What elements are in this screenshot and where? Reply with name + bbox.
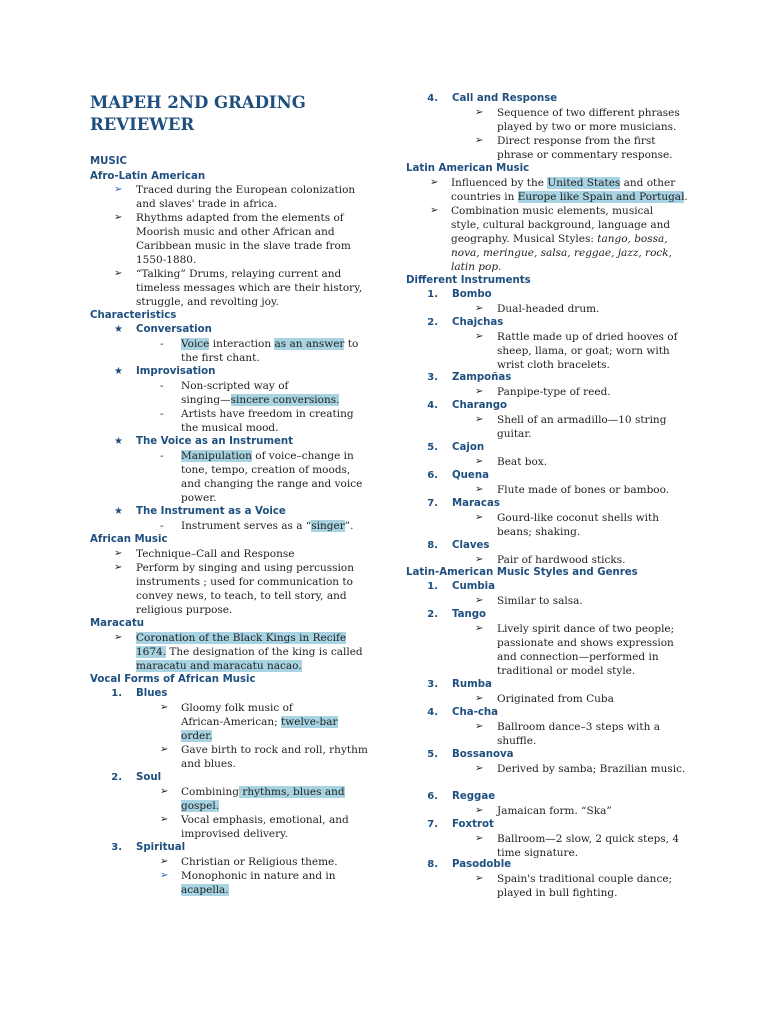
subheading-conversation: Conversation bbox=[136, 324, 212, 335]
page-title: MAPEH 2ND GRADING REVIEWER bbox=[90, 93, 306, 134]
bullet-text: beans; shaking. bbox=[497, 526, 581, 538]
bullet-text: Direct response from the first bbox=[497, 135, 656, 147]
arrow-bullet-icon: ➢ bbox=[475, 456, 484, 467]
bullet-text: Originated from Cuba bbox=[497, 693, 614, 705]
arrow-bullet-icon: ➢ bbox=[114, 212, 123, 223]
list-number: 1. bbox=[427, 289, 438, 300]
bullet-text: and slaves' trade in africa. bbox=[136, 198, 278, 210]
bullet-text: gospel. bbox=[181, 800, 220, 812]
arrow-bullet-icon: ➢ bbox=[475, 386, 484, 397]
arrow-bullet-icon: ➢ bbox=[475, 693, 484, 704]
heading-styles: Latin-American Music Styles and Genres bbox=[406, 567, 638, 578]
bullet-text: and blues. bbox=[181, 758, 236, 770]
list-item-label: Pasodoble bbox=[452, 859, 512, 870]
bullet-text: timeless messages which are their history, bbox=[136, 282, 363, 294]
list-item-label: Bombo bbox=[452, 289, 492, 300]
bullet-text: Beat box. bbox=[497, 456, 548, 468]
bullet-text: nova, meringue, salsa, reggae, jazz, rock, bbox=[451, 247, 672, 259]
bullet-text: Gloomy folk music of bbox=[181, 702, 293, 714]
bullet-text: Rhythms adapted from the elements of bbox=[136, 212, 344, 224]
bullet-text: Ballroom dance–3 steps with a bbox=[497, 721, 660, 733]
dash-bullet: - bbox=[160, 380, 164, 392]
bullet-text: Flute made of bones or bamboo. bbox=[497, 484, 670, 496]
arrow-bullet-icon: ➢ bbox=[160, 856, 169, 867]
bullet-text: Derived by samba; Brazilian music. bbox=[497, 763, 686, 775]
list-number: 7. bbox=[427, 498, 438, 509]
bullet-text: power. bbox=[181, 492, 217, 504]
bullet-text: Combination music elements, musical bbox=[451, 205, 654, 217]
bullet-text: acapella. bbox=[181, 884, 229, 896]
list-number: 3. bbox=[111, 842, 122, 853]
bullet-text: Manipulation of voice–change in bbox=[181, 450, 354, 462]
arrow-bullet-icon: ➢ bbox=[475, 554, 484, 565]
list-item-label: Cha-cha bbox=[452, 707, 498, 718]
bullet-text: religious purpose. bbox=[136, 604, 233, 616]
star-bullet-icon: ★ bbox=[114, 436, 123, 447]
list-item-label: Bossanova bbox=[452, 749, 514, 760]
arrow-bullet-icon: ➢ bbox=[475, 107, 484, 118]
list-number: 4. bbox=[427, 707, 438, 718]
list-number: 7. bbox=[427, 819, 438, 830]
bullet-text: 1550-1880. bbox=[136, 254, 197, 266]
arrow-bullet-icon: ➢ bbox=[475, 135, 484, 146]
bullet-text: latin pop. bbox=[451, 261, 502, 273]
bullet-text: Coronation of the Black Kings in Recife bbox=[136, 632, 347, 644]
bullet-text: Ballroom—2 slow, 2 quick steps, 4 bbox=[497, 833, 680, 845]
list-item-label: Quena bbox=[452, 470, 489, 481]
list-number: 2. bbox=[111, 772, 122, 783]
list-item-label: Zampoñas bbox=[452, 372, 512, 383]
bullet-text: Similar to salsa. bbox=[497, 595, 583, 607]
subheading-blues: Blues bbox=[136, 688, 168, 699]
bullet-text: improvised delivery. bbox=[181, 828, 289, 840]
arrow-bullet-icon: ➢ bbox=[430, 177, 439, 188]
list-number: 6. bbox=[427, 470, 438, 481]
arrow-bullet-icon: ➢ bbox=[160, 814, 169, 825]
bullet-text: Spain's traditional couple dance; bbox=[497, 873, 673, 885]
arrow-bullet-icon: ➢ bbox=[475, 833, 484, 844]
bullet-text: Gave birth to rock and roll, rhythm bbox=[181, 744, 368, 756]
bullet-text: phrase or commentary response. bbox=[497, 149, 673, 161]
list-number: 4. bbox=[427, 93, 438, 104]
arrow-bullet-icon: ➢ bbox=[475, 331, 484, 342]
subheading-instrument-voice: The Instrument as a Voice bbox=[136, 506, 286, 517]
bullet-text: maracatu and maracatu nacao. bbox=[136, 660, 302, 672]
subheading-soul: Soul bbox=[136, 772, 162, 783]
bullet-text: Pair of hardwood sticks. bbox=[497, 554, 626, 566]
bullet-text: geography. Musical Styles: tango, bossa, bbox=[451, 233, 668, 245]
bullet-text: Monophonic in nature and in bbox=[181, 870, 336, 882]
arrow-bullet-icon: ➢ bbox=[475, 805, 484, 816]
list-number: 5. bbox=[427, 442, 438, 453]
arrow-bullet-icon: ➢ bbox=[475, 595, 484, 606]
list-item-label: Cajon bbox=[452, 442, 485, 453]
bullet-text: Gourd-like coconut shells with bbox=[497, 512, 660, 524]
bullet-text: convey news, to teach, to tell story, and bbox=[136, 590, 347, 602]
bullet-text: singing—sincere conversions. bbox=[181, 394, 340, 406]
list-number: 8. bbox=[427, 859, 438, 870]
list-number: 1. bbox=[111, 688, 122, 699]
bullet-text: Christian or Religious theme. bbox=[181, 856, 338, 868]
list-item-label: Foxtrot bbox=[452, 819, 494, 830]
bullet-text: style, cultural background, language and bbox=[451, 219, 671, 231]
list-number: 3. bbox=[427, 679, 438, 690]
bullet-text: instruments ; used for communication to bbox=[136, 576, 353, 588]
bullet-text: struggle, and revolting joy. bbox=[136, 296, 279, 308]
arrow-bullet-icon: ➢ bbox=[475, 721, 484, 732]
bullet-text: Technique–Call and Response bbox=[136, 548, 295, 560]
list-item-label: Rumba bbox=[452, 679, 492, 690]
bullet-text: shuffle. bbox=[497, 735, 537, 747]
bullet-text: order. bbox=[181, 730, 213, 742]
bullet-text: 1674. The designation of the king is called bbox=[136, 646, 363, 658]
arrow-bullet-icon: ➢ bbox=[430, 205, 439, 216]
bullet-text: Voice interaction as an answer to bbox=[181, 338, 359, 350]
bullet-text: the first chant. bbox=[181, 352, 260, 364]
arrow-bullet-icon: ➢ bbox=[160, 786, 169, 797]
list-number: 2. bbox=[427, 609, 438, 620]
bullet-text: played in bull fighting. bbox=[497, 887, 618, 899]
bullet-text: sheep, llama, or goat; worn with bbox=[497, 345, 670, 357]
list-item-label: Cumbia bbox=[452, 581, 496, 592]
arrow-bullet-icon: ➢ bbox=[114, 548, 123, 559]
bullet-text: Dual-headed drum. bbox=[497, 303, 600, 315]
dash-bullet: - bbox=[160, 408, 164, 420]
bullet-text: guitar. bbox=[497, 428, 532, 440]
list-item-label: Chajchas bbox=[452, 317, 504, 328]
list-number: 3. bbox=[427, 372, 438, 383]
bullet-text: Sequence of two different phrases bbox=[497, 107, 680, 119]
section-music: MUSIC bbox=[90, 156, 128, 167]
bullet-text: Lively spirit dance of two people; bbox=[497, 623, 675, 635]
list-number: 2. bbox=[427, 317, 438, 328]
list-number: 5. bbox=[427, 749, 438, 760]
bullet-text: time signature. bbox=[497, 847, 579, 859]
bullet-text: Caribbean music in the slave trade from bbox=[136, 240, 351, 252]
star-bullet-icon: ★ bbox=[114, 324, 123, 335]
heading-african-music: African Music bbox=[90, 534, 168, 545]
bullet-text: played by two or more musicians. bbox=[497, 121, 677, 133]
bullet-text: Instrument serves as a “singer”. bbox=[181, 520, 354, 532]
bullet-text: Rattle made up of dried hooves of bbox=[497, 331, 678, 343]
list-number: 1. bbox=[427, 581, 438, 592]
arrow-bullet-icon: ➢ bbox=[475, 512, 484, 523]
arrow-bullet-icon: ➢ bbox=[114, 184, 123, 195]
arrow-bullet-icon: ➢ bbox=[114, 562, 123, 573]
heading-afro-latin: Afro-Latin American bbox=[90, 171, 206, 182]
bullet-text: Perform by singing and using percussion bbox=[136, 562, 354, 574]
bullet-text: Shell of an armadillo—10 string bbox=[497, 414, 667, 426]
bullet-text: wrist cloth bracelets. bbox=[497, 359, 610, 371]
heading-characteristics: Characteristics bbox=[90, 310, 177, 321]
subheading-spiritual: Spiritual bbox=[136, 842, 186, 853]
bullet-text: Artists have freedom in creating bbox=[181, 408, 354, 420]
dash-bullet: - bbox=[160, 450, 164, 462]
list-item-label: Reggae bbox=[452, 791, 496, 802]
bullet-text: tone, tempo, creation of moods, bbox=[181, 464, 351, 476]
heading-latin-music: Latin American Music bbox=[406, 163, 530, 174]
bullet-text: Moorish music and other African and bbox=[136, 226, 335, 238]
arrow-bullet-icon: ➢ bbox=[160, 744, 169, 755]
bullet-text: Jamaican form. “Ska” bbox=[497, 805, 612, 817]
arrow-bullet-icon: ➢ bbox=[475, 623, 484, 634]
arrow-bullet-icon: ➢ bbox=[114, 268, 123, 279]
bullet-text: Non-scripted way of bbox=[181, 380, 289, 392]
dash-bullet: - bbox=[160, 338, 164, 350]
bullet-text: and connection—performed in bbox=[497, 651, 659, 663]
arrow-bullet-icon: ➢ bbox=[160, 702, 169, 713]
bullet-text: “Talking” Drums, relaying current and bbox=[136, 268, 342, 280]
bullet-text: traditional or model style. bbox=[497, 665, 636, 677]
heading-vocal-forms: Vocal Forms of African Music bbox=[90, 674, 256, 685]
arrow-bullet-icon: ➢ bbox=[475, 484, 484, 495]
dash-bullet: - bbox=[160, 520, 164, 532]
star-bullet-icon: ★ bbox=[114, 366, 123, 377]
bullet-text: African-American; twelve-bar bbox=[181, 716, 338, 728]
arrow-bullet-icon: ➢ bbox=[475, 763, 484, 774]
star-bullet-icon: ★ bbox=[114, 506, 123, 517]
bullet-text: Combining rhythms, blues and bbox=[181, 786, 345, 798]
list-item-label: Charango bbox=[452, 400, 508, 411]
list-number: 6. bbox=[427, 791, 438, 802]
subheading-voice-instrument: The Voice as an Instrument bbox=[136, 436, 294, 447]
list-number: 8. bbox=[427, 540, 438, 551]
arrow-bullet-icon: ➢ bbox=[114, 632, 123, 643]
bullet-text: Vocal emphasis, emotional, and bbox=[181, 814, 349, 826]
list-item-label: Tango bbox=[452, 609, 487, 620]
bullet-text: Influenced by the United States and other bbox=[451, 177, 676, 189]
list-number: 4. bbox=[427, 400, 438, 411]
arrow-bullet-icon: ➢ bbox=[475, 303, 484, 314]
bullet-text: Traced during the European colonization bbox=[136, 184, 356, 196]
arrow-bullet-icon: ➢ bbox=[475, 873, 484, 884]
subheading-call-response: Call and Response bbox=[452, 93, 558, 104]
list-item-label: Claves bbox=[452, 540, 490, 551]
heading-maracatu: Maracatu bbox=[90, 618, 144, 629]
bullet-text: countries in Europe like Spain and Portugal. bbox=[451, 191, 688, 203]
arrow-bullet-icon: ➢ bbox=[160, 870, 169, 881]
bullet-text: the musical mood. bbox=[181, 422, 279, 434]
heading-instruments: Different Instruments bbox=[406, 275, 531, 286]
arrow-bullet-icon: ➢ bbox=[475, 414, 484, 425]
bullet-text: Panpipe-type of reed. bbox=[497, 386, 611, 398]
list-item-label: Maracas bbox=[452, 498, 500, 509]
bullet-text: passionate and shows expression bbox=[497, 637, 674, 649]
subheading-improvisation: Improvisation bbox=[136, 366, 216, 377]
bullet-text: and changing the range and voice bbox=[181, 478, 363, 490]
